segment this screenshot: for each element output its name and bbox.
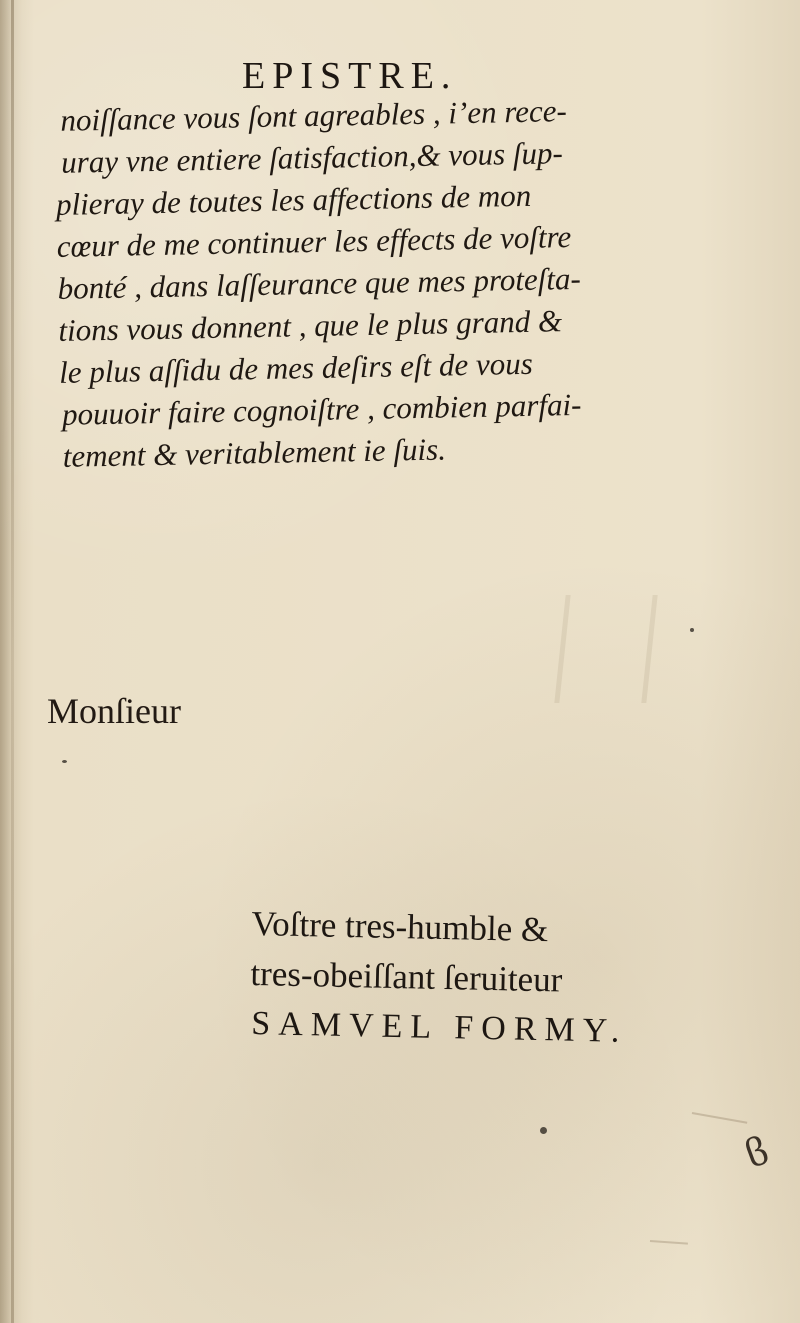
binding-edge xyxy=(11,0,14,1323)
ink-blot-icon: ϐ xyxy=(738,1127,775,1178)
body-line: le plus aſſidu de mes deſirs eſt de vous xyxy=(58,345,534,390)
body-line: cœur de me continuer les effects de voſtre xyxy=(56,219,572,264)
body-line: uray vne entiere ſatisfaction,& vous ſup- xyxy=(60,135,564,180)
running-head: EPISTRE. xyxy=(242,55,458,97)
body-line: noiſſance vous ſont agreables , i’en rece- xyxy=(60,93,568,138)
body-line: pouuoir faire cognoiſtre , combien parfai- xyxy=(61,386,582,432)
signature-block xyxy=(249,899,682,1058)
body-line: tement & veritablement ie ſuis. xyxy=(62,431,447,474)
body-line: plieray de toutes les affections de mon xyxy=(55,177,532,222)
body-line: bonté , dans laſſeurance que mes proteſta- xyxy=(57,260,582,306)
signature-line-2: tres-obeiſſant ſeruiteur xyxy=(250,953,563,1000)
body-line: tions vous donnent , que le plus grand & xyxy=(58,303,563,348)
signature-name: SAMVEL FORMY. xyxy=(251,1005,628,1050)
ghost-letter-mark xyxy=(554,595,657,703)
signature-line-1: Voſtre tres-humble & xyxy=(251,903,549,950)
paper-mark xyxy=(692,1112,747,1124)
ink-speck xyxy=(690,628,694,632)
paper-mark xyxy=(650,1240,688,1245)
salutation: Monſieur xyxy=(47,691,181,731)
ink-speck xyxy=(62,760,67,763)
letter-body xyxy=(50,88,697,478)
ink-speck xyxy=(540,1127,547,1134)
